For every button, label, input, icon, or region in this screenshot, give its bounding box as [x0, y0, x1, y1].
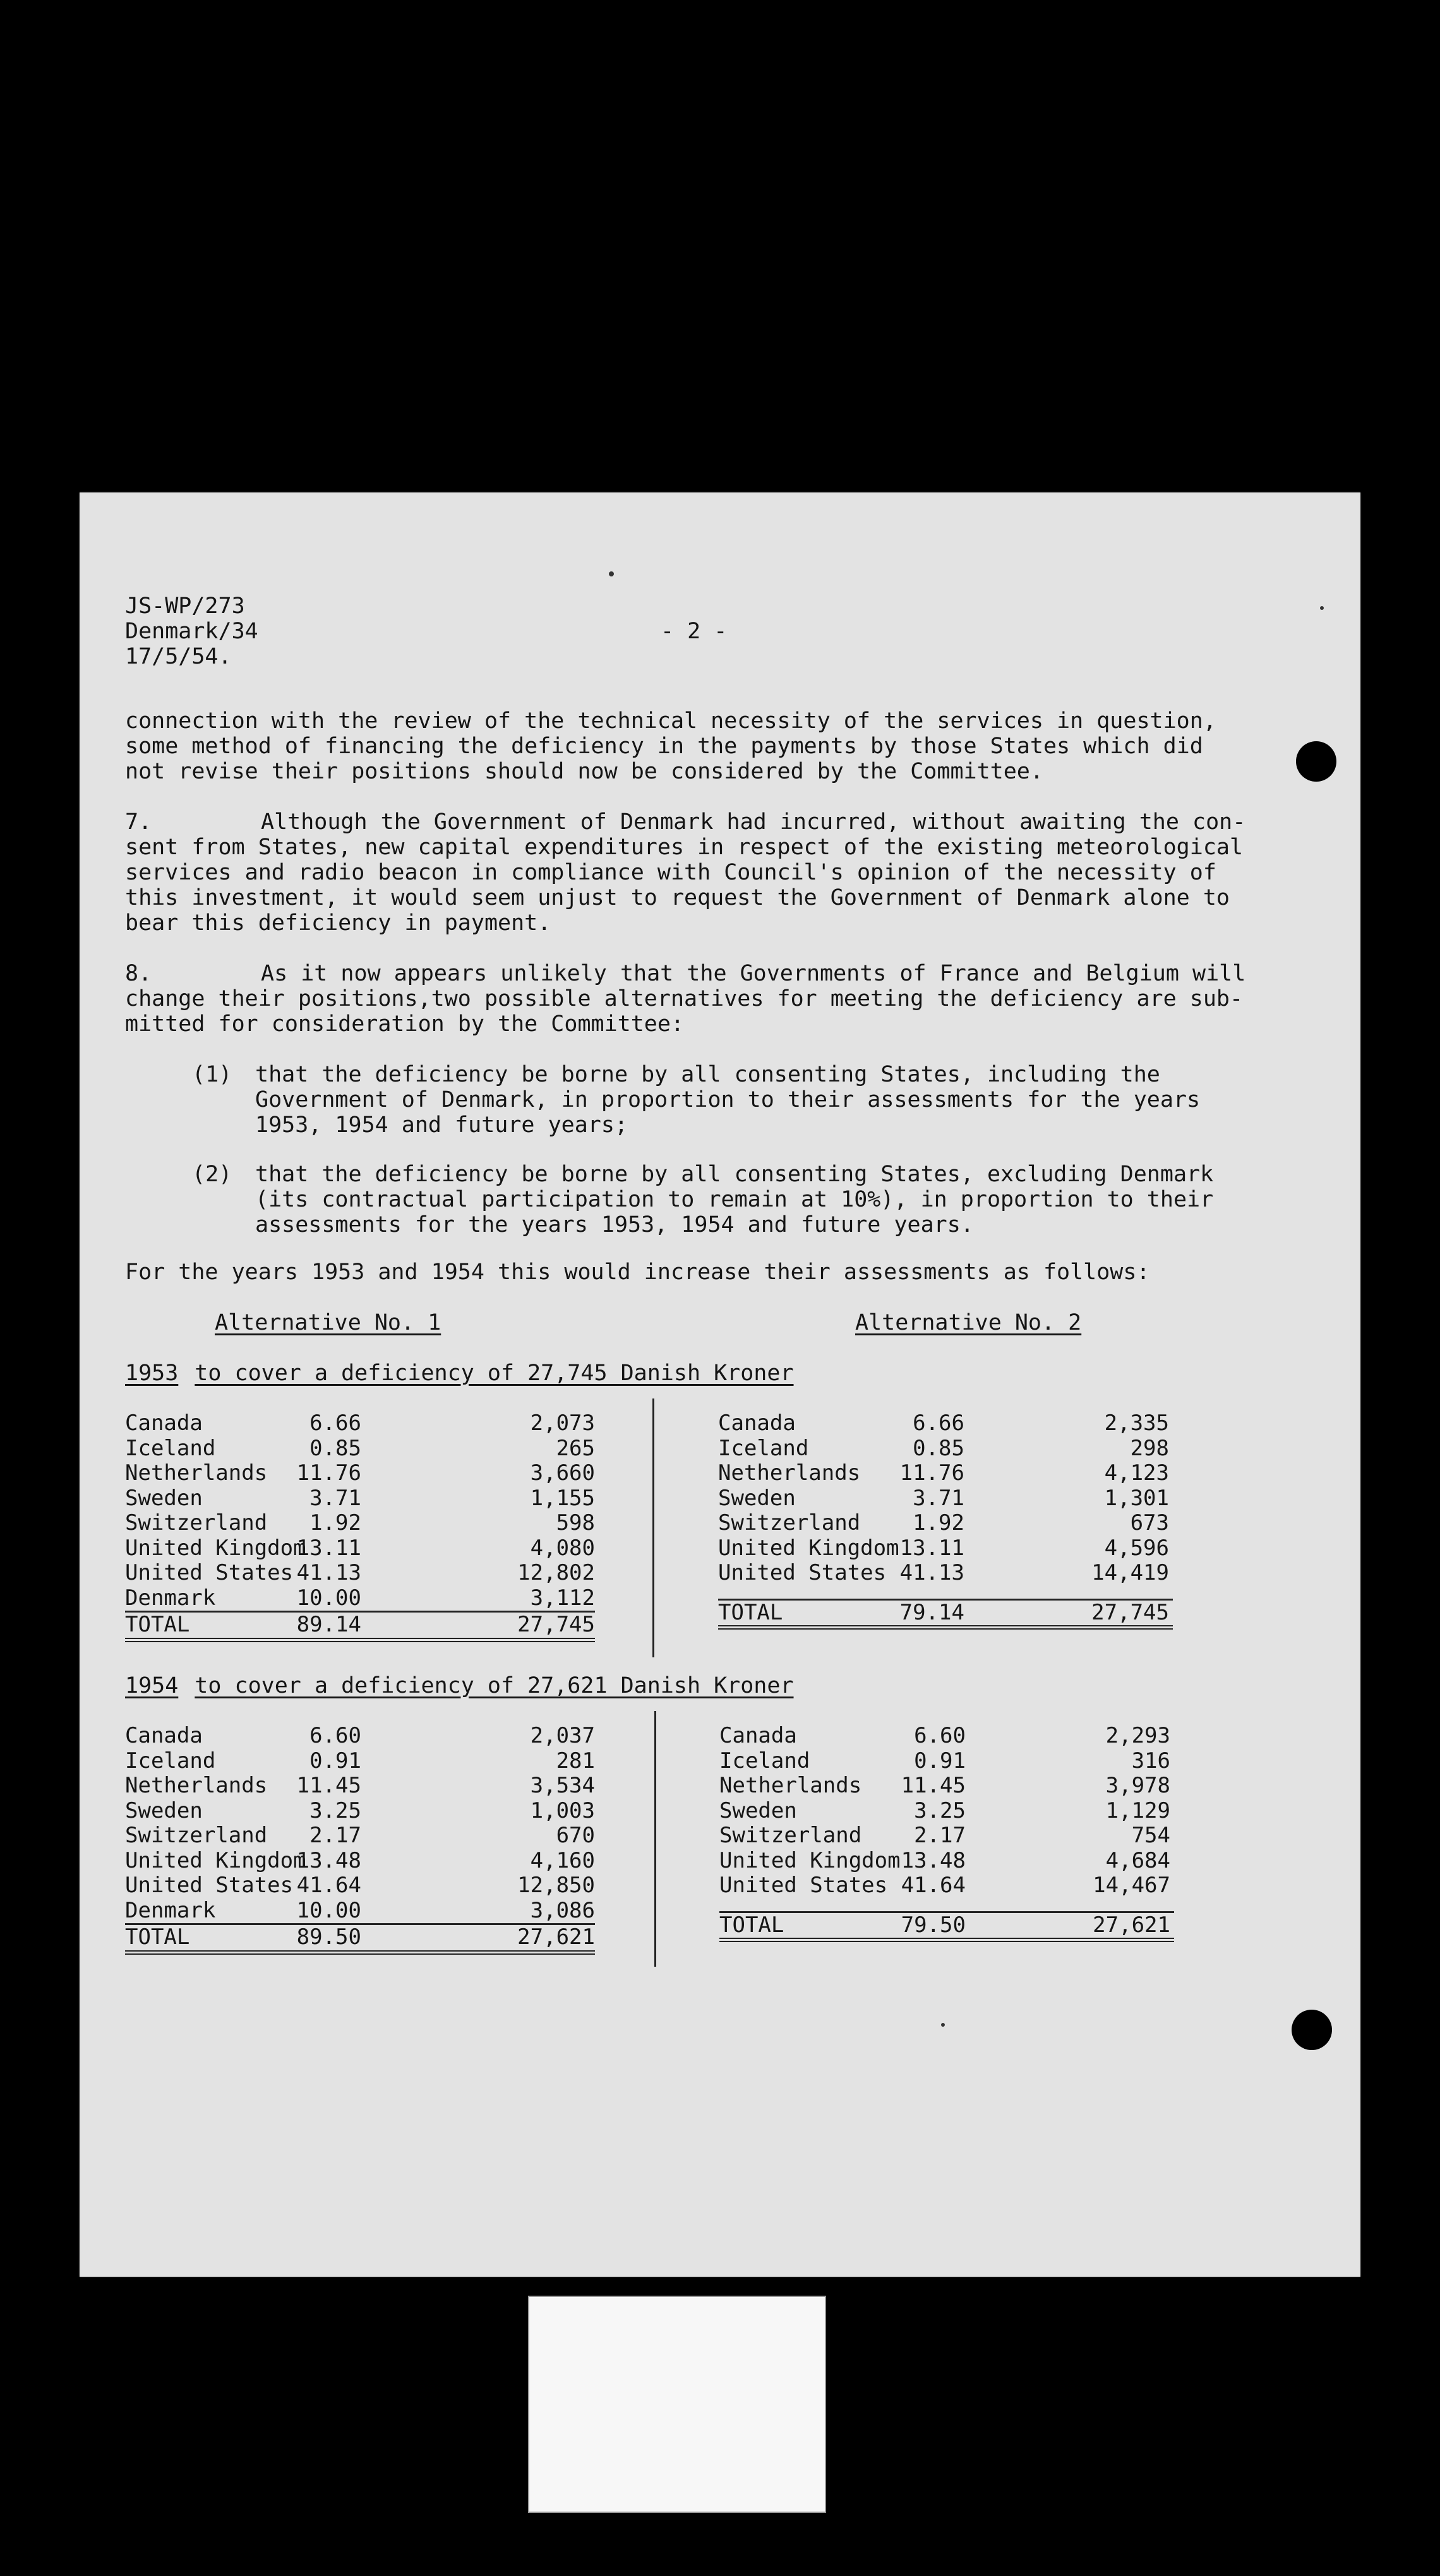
text-line: change their positions,two possible alternatives for meeting the deficiency are sub- — [125, 986, 1244, 1011]
assessment-percent: 3.25 — [309, 1798, 361, 1823]
country-name: Switzerland — [719, 1823, 862, 1848]
country-name: Canada — [125, 1410, 203, 1436]
item-label: (2) — [192, 1162, 232, 1187]
total-label: TOTAL — [125, 1924, 190, 1950]
table-row — [718, 1561, 1173, 1586]
amount-kroner: 14,467 — [1093, 1873, 1170, 1898]
table-1953-alternative-1 — [125, 1411, 595, 1642]
total-row — [125, 1925, 595, 1955]
total-row — [125, 1613, 595, 1642]
amount-kroner: 12,850 — [517, 1873, 595, 1898]
country-name: Switzerland — [125, 1823, 268, 1848]
assessment-percent: 13.11 — [899, 1535, 964, 1561]
amount-kroner: 2,073 — [530, 1410, 595, 1436]
scan-speck — [609, 571, 614, 576]
table-row — [718, 1461, 1173, 1486]
assessment-percent: 10.00 — [296, 1585, 361, 1611]
alternative-2-heading: Alternative No. 2 — [855, 1310, 1082, 1335]
assessment-percent: 11.45 — [296, 1773, 361, 1798]
reference-line: Denmark/34 — [125, 619, 258, 644]
text-line: 1953, 1954 and future years; — [255, 1112, 628, 1138]
table-row — [125, 1873, 595, 1899]
text-line: Government of Denmark, in proportion to their assessments for the years — [255, 1087, 1201, 1112]
country-name: United Kingdom — [125, 1535, 306, 1561]
amount-kroner: 673 — [1130, 1510, 1169, 1535]
amount-kroner: 2,335 — [1104, 1410, 1169, 1436]
text-line: services and radio beacon in compliance with Council's opinion of the necessity of — [125, 860, 1216, 885]
table-row — [125, 1561, 595, 1586]
text-line: this investment, it would seem unjust to request the Government of Denmark alone to — [125, 885, 1230, 910]
amount-kroner: 14,419 — [1091, 1560, 1169, 1585]
alternative-item-1 — [192, 1062, 1266, 1138]
assessment-percent: 13.11 — [296, 1535, 361, 1561]
assessment-percent: 10.00 — [296, 1897, 361, 1923]
column-divider — [654, 1711, 656, 1967]
text-line: sent from States, new capital expenditures in respect of the existing meteorological — [125, 835, 1244, 860]
table-row — [719, 1774, 1174, 1799]
country-name: Netherlands — [719, 1773, 862, 1798]
table-row — [719, 1799, 1174, 1824]
country-name: Canada — [719, 1723, 797, 1748]
assessment-percent: 1.92 — [309, 1510, 361, 1535]
country-name: United Kingdom — [718, 1535, 899, 1561]
total-amount: 27,621 — [1093, 1912, 1170, 1938]
country-name: United States — [718, 1560, 887, 1585]
table-row — [718, 1536, 1173, 1561]
country-name: Sweden — [718, 1485, 796, 1511]
total-percent: 79.50 — [901, 1912, 966, 1938]
assessment-percent: 11.45 — [901, 1773, 966, 1798]
table-spacer — [718, 1586, 1173, 1599]
country-name: Iceland — [125, 1435, 216, 1461]
table-row — [718, 1436, 1173, 1462]
paragraph-number: 8. — [125, 961, 152, 986]
country-name: Denmark — [125, 1585, 216, 1611]
table-row — [125, 1799, 595, 1824]
alternative-item-2 — [192, 1162, 1266, 1237]
country-name: United States — [125, 1560, 294, 1585]
table-row — [125, 1849, 595, 1874]
year-1954-heading — [125, 1673, 794, 1698]
year-label: 1953 — [125, 1361, 179, 1386]
item-label: (1) — [192, 1062, 232, 1087]
deficiency-caption: to cover a deficiency of 27,745 Danish Kroner — [195, 1361, 794, 1386]
punch-hole — [1292, 2010, 1332, 2050]
text-line: As it now appears unlikely that the Governments of France and Belgium will — [261, 961, 1246, 986]
text-line: bear this deficiency in payment. — [125, 910, 551, 936]
total-label: TOTAL — [125, 1612, 190, 1637]
assessment-percent: 13.48 — [901, 1847, 966, 1873]
amount-kroner: 12,802 — [517, 1560, 595, 1585]
film-label-slip — [528, 2296, 826, 2513]
country-name: Switzerland — [718, 1510, 861, 1535]
table-row — [718, 1411, 1173, 1436]
total-row — [719, 1911, 1174, 1943]
country-name: Netherlands — [125, 1460, 268, 1486]
country-name: Iceland — [719, 1748, 810, 1774]
assessment-percent: 1.92 — [913, 1510, 964, 1535]
paragraph-8 — [125, 961, 1287, 1037]
country-name: Canada — [125, 1723, 203, 1748]
table-row — [719, 1849, 1174, 1874]
paragraph-number: 7. — [125, 809, 152, 835]
country-name: Sweden — [719, 1798, 797, 1823]
text-line: mitted for consideration by the Committee: — [125, 1011, 685, 1037]
table-row — [719, 1873, 1174, 1899]
assessment-percent: 0.85 — [913, 1435, 964, 1461]
table-row — [125, 1749, 595, 1774]
amount-kroner: 4,684 — [1105, 1847, 1170, 1873]
text-line: assessments for the years 1953, 1954 and future years. — [255, 1212, 974, 1237]
table-1954-alternative-2 — [719, 1724, 1174, 1942]
total-label: TOTAL — [719, 1912, 784, 1938]
table-1954-alternative-1 — [125, 1724, 595, 1955]
page-number: - 2 - — [661, 619, 728, 644]
scan-speck — [941, 2023, 945, 2027]
text-line: (its contractual participation to remain at 10%), in proportion to their — [255, 1187, 1214, 1212]
assessment-percent: 3.71 — [309, 1485, 361, 1511]
amount-kroner: 3,112 — [530, 1585, 595, 1611]
assessment-percent: 41.64 — [901, 1873, 966, 1898]
total-amount: 27,745 — [517, 1612, 595, 1637]
total-percent: 89.14 — [296, 1612, 361, 1637]
text-line: that the deficiency be borne by all consenting States, excluding Denmark — [255, 1162, 1214, 1187]
amount-kroner: 4,080 — [530, 1535, 595, 1561]
assessment-percent: 0.91 — [914, 1748, 966, 1774]
table-row — [125, 1461, 595, 1486]
continuation-paragraph — [125, 708, 1287, 784]
country-name: Denmark — [125, 1897, 216, 1923]
reference-line: 17/5/54. — [125, 644, 232, 669]
country-name: Netherlands — [718, 1460, 861, 1486]
scan-speck — [1320, 606, 1324, 610]
country-name: Canada — [718, 1410, 796, 1436]
country-name: United States — [719, 1873, 888, 1898]
text-line: some method of financing the deficiency in the payments by those States which did — [125, 734, 1203, 759]
amount-kroner: 1,301 — [1104, 1485, 1169, 1511]
country-name: Iceland — [125, 1748, 216, 1774]
table-row — [125, 1536, 595, 1561]
table-row — [719, 1724, 1174, 1749]
amount-kroner: 298 — [1130, 1435, 1169, 1461]
deficiency-caption: to cover a deficiency of 27,621 Danish Kroner — [195, 1673, 794, 1698]
assessment-percent: 41.13 — [296, 1560, 361, 1585]
table-row — [719, 1823, 1174, 1849]
amount-kroner: 3,660 — [530, 1460, 595, 1486]
assessment-percent: 11.76 — [296, 1460, 361, 1486]
amount-kroner: 1,155 — [530, 1485, 595, 1511]
amount-kroner: 316 — [1131, 1748, 1170, 1774]
table-row — [125, 1586, 595, 1613]
amount-kroner: 265 — [556, 1435, 595, 1461]
amount-kroner: 3,534 — [530, 1773, 595, 1798]
total-percent: 79.14 — [899, 1599, 964, 1625]
amount-kroner: 670 — [556, 1823, 595, 1848]
total-amount: 27,621 — [517, 1924, 595, 1950]
lead-in-sentence: For the years 1953 and 1954 this would increase their assessments as follows: — [125, 1260, 1150, 1285]
amount-kroner: 4,596 — [1104, 1535, 1169, 1561]
assessment-percent: 41.64 — [296, 1873, 361, 1898]
total-percent: 89.50 — [296, 1924, 361, 1950]
table-spacer — [719, 1899, 1174, 1911]
assessment-percent: 2.17 — [914, 1823, 966, 1848]
amount-kroner: 4,160 — [530, 1847, 595, 1873]
assessment-percent: 3.71 — [913, 1485, 964, 1511]
column-divider — [652, 1398, 654, 1657]
text-line: connection with the review of the technical necessity of the services in question, — [125, 708, 1216, 734]
reference-line: JS-WP/273 — [125, 593, 245, 619]
amount-kroner: 3,086 — [530, 1897, 595, 1923]
amount-kroner: 2,293 — [1105, 1723, 1170, 1748]
text-line: Although the Government of Denmark had incurred, without awaiting the con- — [261, 809, 1246, 835]
table-row — [125, 1411, 595, 1436]
punch-hole — [1296, 741, 1336, 782]
assessment-percent: 6.66 — [309, 1410, 361, 1436]
country-name: United States — [125, 1873, 294, 1898]
assessment-percent: 2.17 — [309, 1823, 361, 1848]
amount-kroner: 598 — [556, 1510, 595, 1535]
assessment-percent: 11.76 — [899, 1460, 964, 1486]
table-row — [719, 1749, 1174, 1774]
total-label: TOTAL — [718, 1599, 783, 1625]
amount-kroner: 754 — [1131, 1823, 1170, 1848]
country-name: Sweden — [125, 1798, 203, 1823]
country-name: Switzerland — [125, 1510, 268, 1535]
amount-kroner: 2,037 — [530, 1723, 595, 1748]
country-name: Netherlands — [125, 1773, 268, 1798]
assessment-percent: 6.66 — [913, 1410, 964, 1436]
document-reference — [125, 593, 258, 669]
alternative-1-heading: Alternative No. 1 — [215, 1310, 441, 1335]
table-row — [718, 1511, 1173, 1536]
table-row — [125, 1724, 595, 1749]
assessment-percent: 13.48 — [296, 1847, 361, 1873]
amount-kroner: 4,123 — [1104, 1460, 1169, 1486]
table-row — [718, 1486, 1173, 1512]
country-name: United Kingdom — [719, 1847, 901, 1873]
table-row — [125, 1436, 595, 1462]
text-line: that the deficiency be borne by all consenting States, including the — [255, 1062, 1160, 1087]
year-label: 1954 — [125, 1673, 179, 1698]
table-row — [125, 1899, 595, 1926]
assessment-percent: 6.60 — [309, 1723, 361, 1748]
assessment-percent: 0.85 — [309, 1435, 361, 1461]
amount-kroner: 1,003 — [530, 1798, 595, 1823]
amount-kroner: 281 — [556, 1748, 595, 1774]
total-row — [718, 1599, 1173, 1630]
amount-kroner: 3,978 — [1105, 1773, 1170, 1798]
assessment-percent: 0.91 — [309, 1748, 361, 1774]
table-1953-alternative-2 — [718, 1411, 1173, 1630]
table-row — [125, 1823, 595, 1849]
total-amount: 27,745 — [1091, 1599, 1169, 1625]
table-row — [125, 1486, 595, 1512]
year-1953-heading — [125, 1361, 794, 1386]
assessment-percent: 3.25 — [914, 1798, 966, 1823]
table-row — [125, 1774, 595, 1799]
document-page — [80, 492, 1360, 2277]
assessment-percent: 41.13 — [899, 1560, 964, 1585]
country-name: Iceland — [718, 1435, 809, 1461]
assessment-percent: 6.60 — [914, 1723, 966, 1748]
paragraph-7 — [125, 809, 1287, 936]
amount-kroner: 1,129 — [1105, 1798, 1170, 1823]
table-row — [125, 1511, 595, 1536]
text-line: not revise their positions should now be considered by the Committee. — [125, 759, 1043, 784]
country-name: Sweden — [125, 1485, 203, 1511]
country-name: United Kingdom — [125, 1847, 306, 1873]
